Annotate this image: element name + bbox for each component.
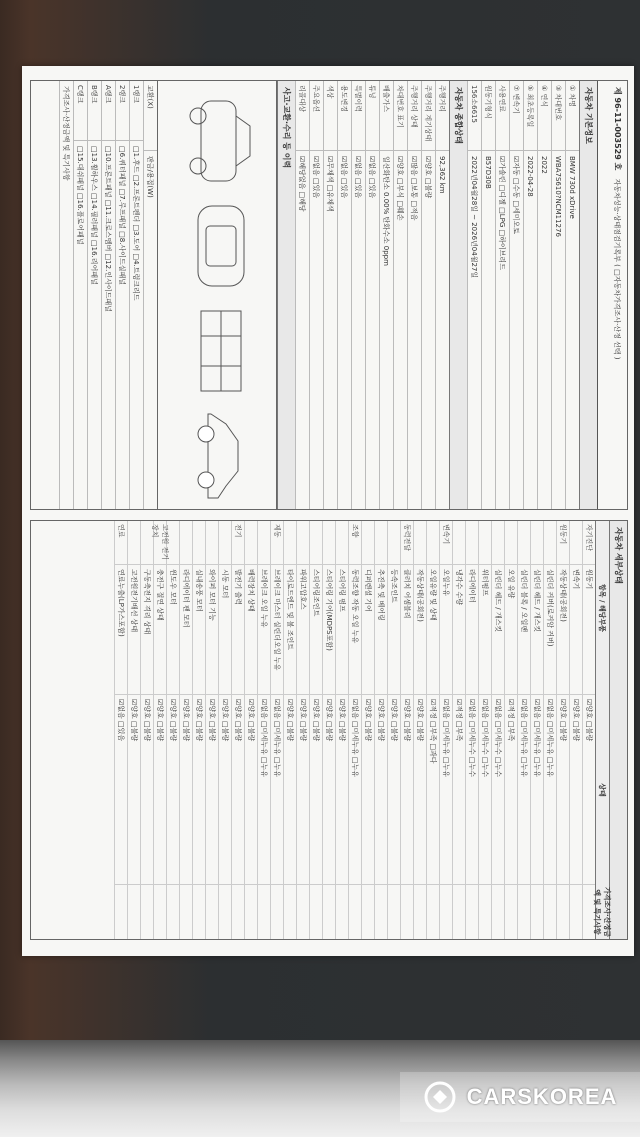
detail-status: ☑양호 □불량	[232, 695, 244, 885]
basic-info-title: 자동차 기본정보	[579, 81, 597, 509]
detail-group	[141, 521, 153, 565]
accident-legend-row	[143, 81, 157, 509]
accident-row	[101, 81, 115, 509]
car-front-diagram-icon	[186, 91, 256, 191]
status-row-label: 튜닝	[366, 81, 379, 151]
basic-info-row	[523, 81, 537, 509]
detail-item: 실린더 헤드 / 개스킷	[531, 565, 543, 695]
car-chassis-diagram-icon	[186, 301, 256, 401]
detail-status: ☑없음 □미세누수 □누수	[466, 695, 478, 885]
detail-status: ☑양호 □불량	[570, 695, 582, 885]
status-row-value: ☑없음 □있음	[312, 156, 321, 199]
detail-group	[414, 521, 426, 565]
detail-status: ☑양호 □불량	[362, 695, 374, 885]
detail-item: 구동축전지 격리 상태	[141, 565, 153, 695]
accident-row	[87, 81, 101, 509]
detail-row	[491, 521, 504, 939]
detail-status: ☑양호 □불량	[336, 695, 348, 885]
detail-status: ☑적정 □부족 □과다	[427, 695, 439, 885]
detail-group	[258, 521, 270, 565]
basic-info-row	[495, 81, 509, 509]
carskorea-watermark	[400, 1072, 640, 1122]
status-row-label: 용도변경	[338, 81, 351, 151]
detail-title: 자동차 세부상태	[609, 521, 627, 939]
detail-group	[310, 521, 322, 565]
watermark-brand: CARSKOREA	[466, 1084, 618, 1109]
detail-group	[453, 521, 465, 565]
status-row-label: 특별이력	[352, 81, 365, 151]
status-row	[393, 81, 407, 509]
detail-item: 스티어링조인트	[310, 565, 322, 695]
detail-status: ☑양호 □불량	[245, 695, 257, 885]
detail-row	[465, 521, 478, 939]
detail-row	[517, 521, 530, 939]
detail-item: 작동상태(공회전)	[557, 565, 569, 695]
detail-group	[492, 521, 504, 565]
detail-group	[544, 521, 556, 565]
detail-item: 브레이크 마스터 실린더오일 누유	[271, 565, 283, 695]
detail-item: 추진축 및 베어링	[375, 565, 387, 695]
detail-group	[531, 521, 543, 565]
detail-status: ☑양호 □불량	[193, 695, 205, 885]
detail-item: 라디에이터 팬 모터	[180, 565, 192, 695]
status-rows	[295, 81, 435, 509]
detail-group: 제동	[271, 521, 283, 565]
detail-item: 시동 모터	[219, 565, 231, 695]
detail-item: 파워고압호스	[297, 565, 309, 695]
detail-item: 라디에이터	[466, 565, 478, 695]
detail-status: ☑없음 □미세누유 □누유	[440, 695, 452, 885]
detail-status: ☑양호 □불량	[284, 695, 296, 885]
status-row	[365, 81, 379, 509]
detail-status: ☑양호 □불량	[557, 695, 569, 885]
car-diagrams	[157, 81, 277, 509]
right-column	[30, 520, 628, 940]
reg-no-value: 156소6615	[468, 81, 481, 151]
detail-status: ☑양호 □불량	[167, 695, 179, 885]
detail-status: ☑양호 □불량	[180, 695, 192, 885]
detail-item: 실린더 헤드 / 개스킷	[492, 565, 504, 695]
detail-row	[426, 521, 439, 939]
detail-row	[296, 521, 309, 939]
detail-row	[114, 521, 127, 939]
detail-group	[245, 521, 257, 565]
detail-row	[543, 521, 556, 939]
car-side-diagram-icon	[186, 406, 256, 506]
status-row-value: ☑없음 □있음	[354, 156, 363, 199]
status-row-label: 주행거리 상태	[408, 81, 421, 151]
detail-group: 자기진단	[583, 521, 595, 565]
detail-status: ☑없음 □미세누유 □누유	[271, 695, 283, 885]
detail-group	[180, 521, 192, 565]
status-row	[421, 81, 435, 509]
detail-item: 원동기	[583, 565, 595, 695]
accident-row	[73, 81, 87, 509]
accident-row-label: 1랭크	[130, 81, 143, 141]
detail-row	[582, 521, 595, 939]
detail-row	[151, 521, 169, 939]
detail-table-body	[114, 521, 595, 939]
status-row	[379, 81, 393, 509]
accident-row-value: □1.후드 □2.프론트펜더 □3.도어 □4.트렁크리드	[132, 146, 141, 301]
mileage-label: 주행거리	[436, 81, 449, 151]
rotated-document-content	[30, 70, 628, 950]
detail-group	[206, 521, 218, 565]
detail-status: ☑양호 □불량	[206, 695, 218, 885]
detail-status: ☑양호 □불량	[583, 695, 595, 885]
repair-legend: 판금/용접(W)	[146, 156, 155, 198]
detail-item: 스티어링 기어(MDPS포함)	[323, 565, 335, 695]
detail-row	[361, 521, 374, 939]
detail-row	[452, 521, 465, 939]
status-row-label: 배출가스	[380, 81, 393, 151]
accident-row-value: □15.대쉬패널 □16.플로어패널	[76, 146, 85, 245]
carskorea-logo-icon	[423, 1080, 457, 1114]
detail-status: ☑양호 □불량	[141, 695, 153, 885]
detail-col-item: 항목 / 해당부품	[598, 583, 607, 632]
detail-group: 고전원 전기장치	[154, 521, 166, 565]
basic-info-row-label: 사용연료	[496, 81, 509, 151]
status-row-label: 주요옵션	[310, 81, 323, 151]
detail-status: ☑없음 □있음	[115, 695, 127, 885]
detail-group: 변속기	[440, 521, 452, 565]
status-row	[351, 81, 365, 509]
accident-row-label: 2랭크	[116, 81, 129, 141]
detail-row	[166, 521, 179, 939]
detail-row	[257, 521, 270, 939]
detail-status: ☑없음 □미세누유 □누유	[531, 695, 543, 885]
basic-info-row-label: 원동기형식	[482, 81, 495, 151]
detail-row	[179, 521, 192, 939]
detail-status: ☑양호 □불량	[128, 695, 140, 885]
status-title: 자동차 종합상태	[449, 81, 467, 509]
detail-row	[218, 521, 231, 939]
detail-item: 스티어링 펌프	[336, 565, 348, 695]
detail-status: ☑양호 □불량	[297, 695, 309, 885]
detail-status: ☑양호 □불량	[414, 695, 426, 885]
detail-row	[530, 521, 543, 939]
detail-status: ☑양호 □불량	[310, 695, 322, 885]
status-row	[295, 81, 309, 509]
exchange-legend: 교환(X)	[144, 81, 157, 151]
left-column	[30, 80, 628, 510]
status-row-label: 리콜대상	[296, 81, 309, 151]
status-row	[323, 81, 337, 509]
detail-item: 작동상태(공회전)	[414, 565, 426, 695]
detail-status: ☑없음 □미세누유 □누유	[518, 695, 530, 885]
status-row-value: ☑양호 □불량	[424, 156, 433, 199]
basic-info-row	[551, 81, 565, 509]
detail-item: 등속조인트	[388, 565, 400, 695]
detail-item: 디퍼렌셜 기어	[362, 565, 374, 695]
inspection-document-paper	[22, 66, 634, 956]
detail-row	[504, 521, 517, 939]
status-row-value: ☑없음 □있음	[340, 156, 349, 199]
detail-row	[322, 521, 335, 939]
basic-info-row	[509, 81, 523, 509]
mileage-value: 92,362 km	[438, 156, 447, 194]
basic-info-row-label: ③ 차대번호	[552, 81, 565, 151]
detail-item: 윈도우 모터	[167, 565, 179, 695]
detail-row	[556, 521, 569, 939]
detail-group: 동력전달	[401, 521, 413, 565]
detail-group	[336, 521, 348, 565]
detail-item: 와이퍼 모터 기능	[206, 565, 218, 695]
accident-row-value: □13.휠하우스 □14.필러패널 □16.리어패널	[90, 146, 99, 285]
accident-row-label: B랭크	[88, 81, 101, 141]
basic-info-row-value: 2022	[540, 156, 549, 174]
detail-group	[193, 521, 205, 565]
price-label-row	[59, 81, 73, 509]
detail-status: ☑적정 □부족	[453, 695, 465, 885]
detail-row	[400, 521, 413, 939]
status-row-value: ☑무채색 □유채색	[326, 156, 335, 212]
document-title: 자동차성능·상태점검기록부 ( □자동차가격조사·산정 선택 )	[613, 178, 621, 360]
detail-row	[283, 521, 296, 939]
validity-value: 2022년04월28일 ~ 2026년04월27일	[470, 156, 479, 279]
document-header	[597, 81, 627, 509]
detail-status: ☑양호 □불량	[219, 695, 231, 885]
detail-group	[362, 521, 374, 565]
detail-row	[205, 521, 218, 939]
detail-group	[505, 521, 517, 565]
detail-group	[479, 521, 491, 565]
detail-status: ☑없음 □미세누유 □누유	[544, 695, 556, 885]
detail-item: 실내송풍 모터	[193, 565, 205, 695]
basic-info-row-label: ① 차명	[566, 81, 579, 151]
detail-group	[284, 521, 296, 565]
detail-row	[569, 521, 582, 939]
detail-row	[270, 521, 283, 939]
detail-group: 원동기	[557, 521, 569, 565]
basic-info-row-label: ④ 연식	[538, 81, 551, 151]
detail-row	[374, 521, 387, 939]
accident-rows	[73, 81, 143, 509]
detail-row	[348, 521, 361, 939]
detail-group	[518, 521, 530, 565]
detail-item: 연료누출(LP가스포함)	[115, 565, 127, 695]
status-row-label: 차대번호 표기	[394, 81, 407, 151]
detail-item: 오일누유	[440, 565, 452, 695]
price-label: 가격조사·산정금액 및 특기사항	[62, 86, 71, 181]
mileage-row	[435, 81, 449, 509]
accident-row-label: C랭크	[74, 81, 87, 141]
status-row-value: ☑해당없음 □해당	[298, 156, 307, 212]
detail-col-note: 가격조사·산정금액 및 특기사항	[593, 887, 612, 937]
accident-row	[115, 81, 129, 509]
detail-status: ☑없음 □미세누수 □누수	[492, 695, 504, 885]
basic-info-row	[537, 81, 551, 509]
detail-group: 조향	[349, 521, 361, 565]
detail-item: 동력조향 작동 오일 누유	[349, 565, 361, 695]
detail-group	[219, 521, 231, 565]
basic-info-row	[481, 81, 495, 509]
detail-item: 실린더 블록 / 오일팬	[518, 565, 530, 695]
detail-row	[192, 521, 205, 939]
detail-status: ☑없음 □미세누수 □누수	[479, 695, 491, 885]
detail-item: 발전기 출력	[232, 565, 244, 695]
basic-info-row-label: ⑦ 변속기	[510, 81, 523, 151]
status-row	[309, 81, 323, 509]
status-row-label: 주행거리 계기상태	[422, 81, 435, 151]
status-row-value: ☑없음 □있음	[368, 156, 377, 199]
accident-row-value: □10.프론트패널 □11.크로스멤버 □12.인사이드패널	[104, 146, 113, 312]
accident-title: 사고·교환·수리 등 이력	[277, 81, 295, 509]
status-row-value: ☑양호 □부식 □훼손	[396, 156, 405, 221]
basic-info-reg-row	[467, 81, 481, 509]
detail-row	[309, 521, 322, 939]
status-row	[337, 81, 351, 509]
status-row-value: ☑많음 □보통 □적음	[410, 156, 419, 221]
detail-row	[140, 521, 153, 939]
detail-status: ☑양호 □불량	[375, 695, 387, 885]
basic-info-row	[565, 81, 579, 509]
detail-row	[478, 521, 491, 939]
basic-info-row-label: ⑤ 최초등록일	[524, 81, 537, 151]
detail-item: 오일 유량	[505, 565, 517, 695]
detail-item: 클러치 어셈블리	[401, 565, 413, 695]
detail-item: 냉각수 수량	[453, 565, 465, 695]
detail-status: ☑양호 □불량	[401, 695, 413, 885]
detail-group	[570, 521, 582, 565]
detail-row	[335, 521, 348, 939]
accident-row-label: A랭크	[102, 81, 115, 141]
basic-info-row-value: 2022-04-28	[526, 156, 535, 197]
detail-status: ☑양호 □불량	[388, 695, 400, 885]
detail-group	[466, 521, 478, 565]
detail-item: 브레이크 오일 누유	[258, 565, 270, 695]
detail-status: ☑없음 □미세누유 □누유	[258, 695, 270, 885]
car-top-diagram-icon	[186, 196, 256, 296]
detail-item: 오일유량 및 상태	[427, 565, 439, 695]
detail-item: 고전원전기배선 상태	[128, 565, 140, 695]
detail-item: 변속기	[570, 565, 582, 695]
detail-group	[297, 521, 309, 565]
detail-col-status: 상태	[598, 783, 607, 797]
detail-table-header	[593, 521, 612, 939]
detail-group	[427, 521, 439, 565]
detail-group: 연료	[115, 521, 127, 565]
accident-row	[129, 81, 143, 509]
basic-info-row-value: WBA7S610?NCM11276	[554, 156, 563, 237]
detail-item: 충전구 절연 상태	[154, 565, 166, 695]
detail-group	[388, 521, 400, 565]
basic-info-rows	[481, 81, 579, 509]
detail-status: ☑없음 □미세누유 □누유	[349, 695, 361, 885]
detail-status: ☑적정 □부족	[505, 695, 517, 885]
detail-group	[323, 521, 335, 565]
document-number: 제 96-11-003529 호	[613, 87, 622, 171]
detail-item: 워터펌프	[479, 565, 491, 695]
detail-row	[387, 521, 400, 939]
basic-info-row-value: ☑자동 □수동 □세미오토	[512, 156, 521, 235]
detail-group	[375, 521, 387, 565]
basic-info-row-value: BMW 730d xDrive	[568, 156, 577, 219]
detail-status: ☑양호 □불량	[154, 695, 166, 885]
basic-info-row-value: ☑가솔린 □디젤 □LPG □하이브리드	[498, 156, 507, 270]
detail-row	[127, 521, 140, 939]
accident-row-value: □6.쿼터패널 □7.루프패널 □8.사이드실패널	[118, 146, 127, 285]
detail-status: ☑양호 □불량	[323, 695, 335, 885]
detail-item: 배력장치 상태	[245, 565, 257, 695]
detail-row	[231, 521, 244, 939]
status-row-value: 일산화탄소 0.00% 탄화수소 0ppm	[382, 156, 391, 266]
detail-item: 타이로드엔드 및 볼 조인트	[284, 565, 296, 695]
status-row	[407, 81, 421, 509]
detail-row	[244, 521, 257, 939]
status-row-label: 색상	[324, 81, 337, 151]
detail-row	[413, 521, 426, 939]
detail-group	[128, 521, 140, 565]
detail-item: 실린더 커버(로커암 커버)	[544, 565, 556, 695]
detail-group: 전기	[232, 521, 244, 565]
detail-row	[439, 521, 452, 939]
basic-info-row-value: B57D30B	[484, 156, 493, 189]
